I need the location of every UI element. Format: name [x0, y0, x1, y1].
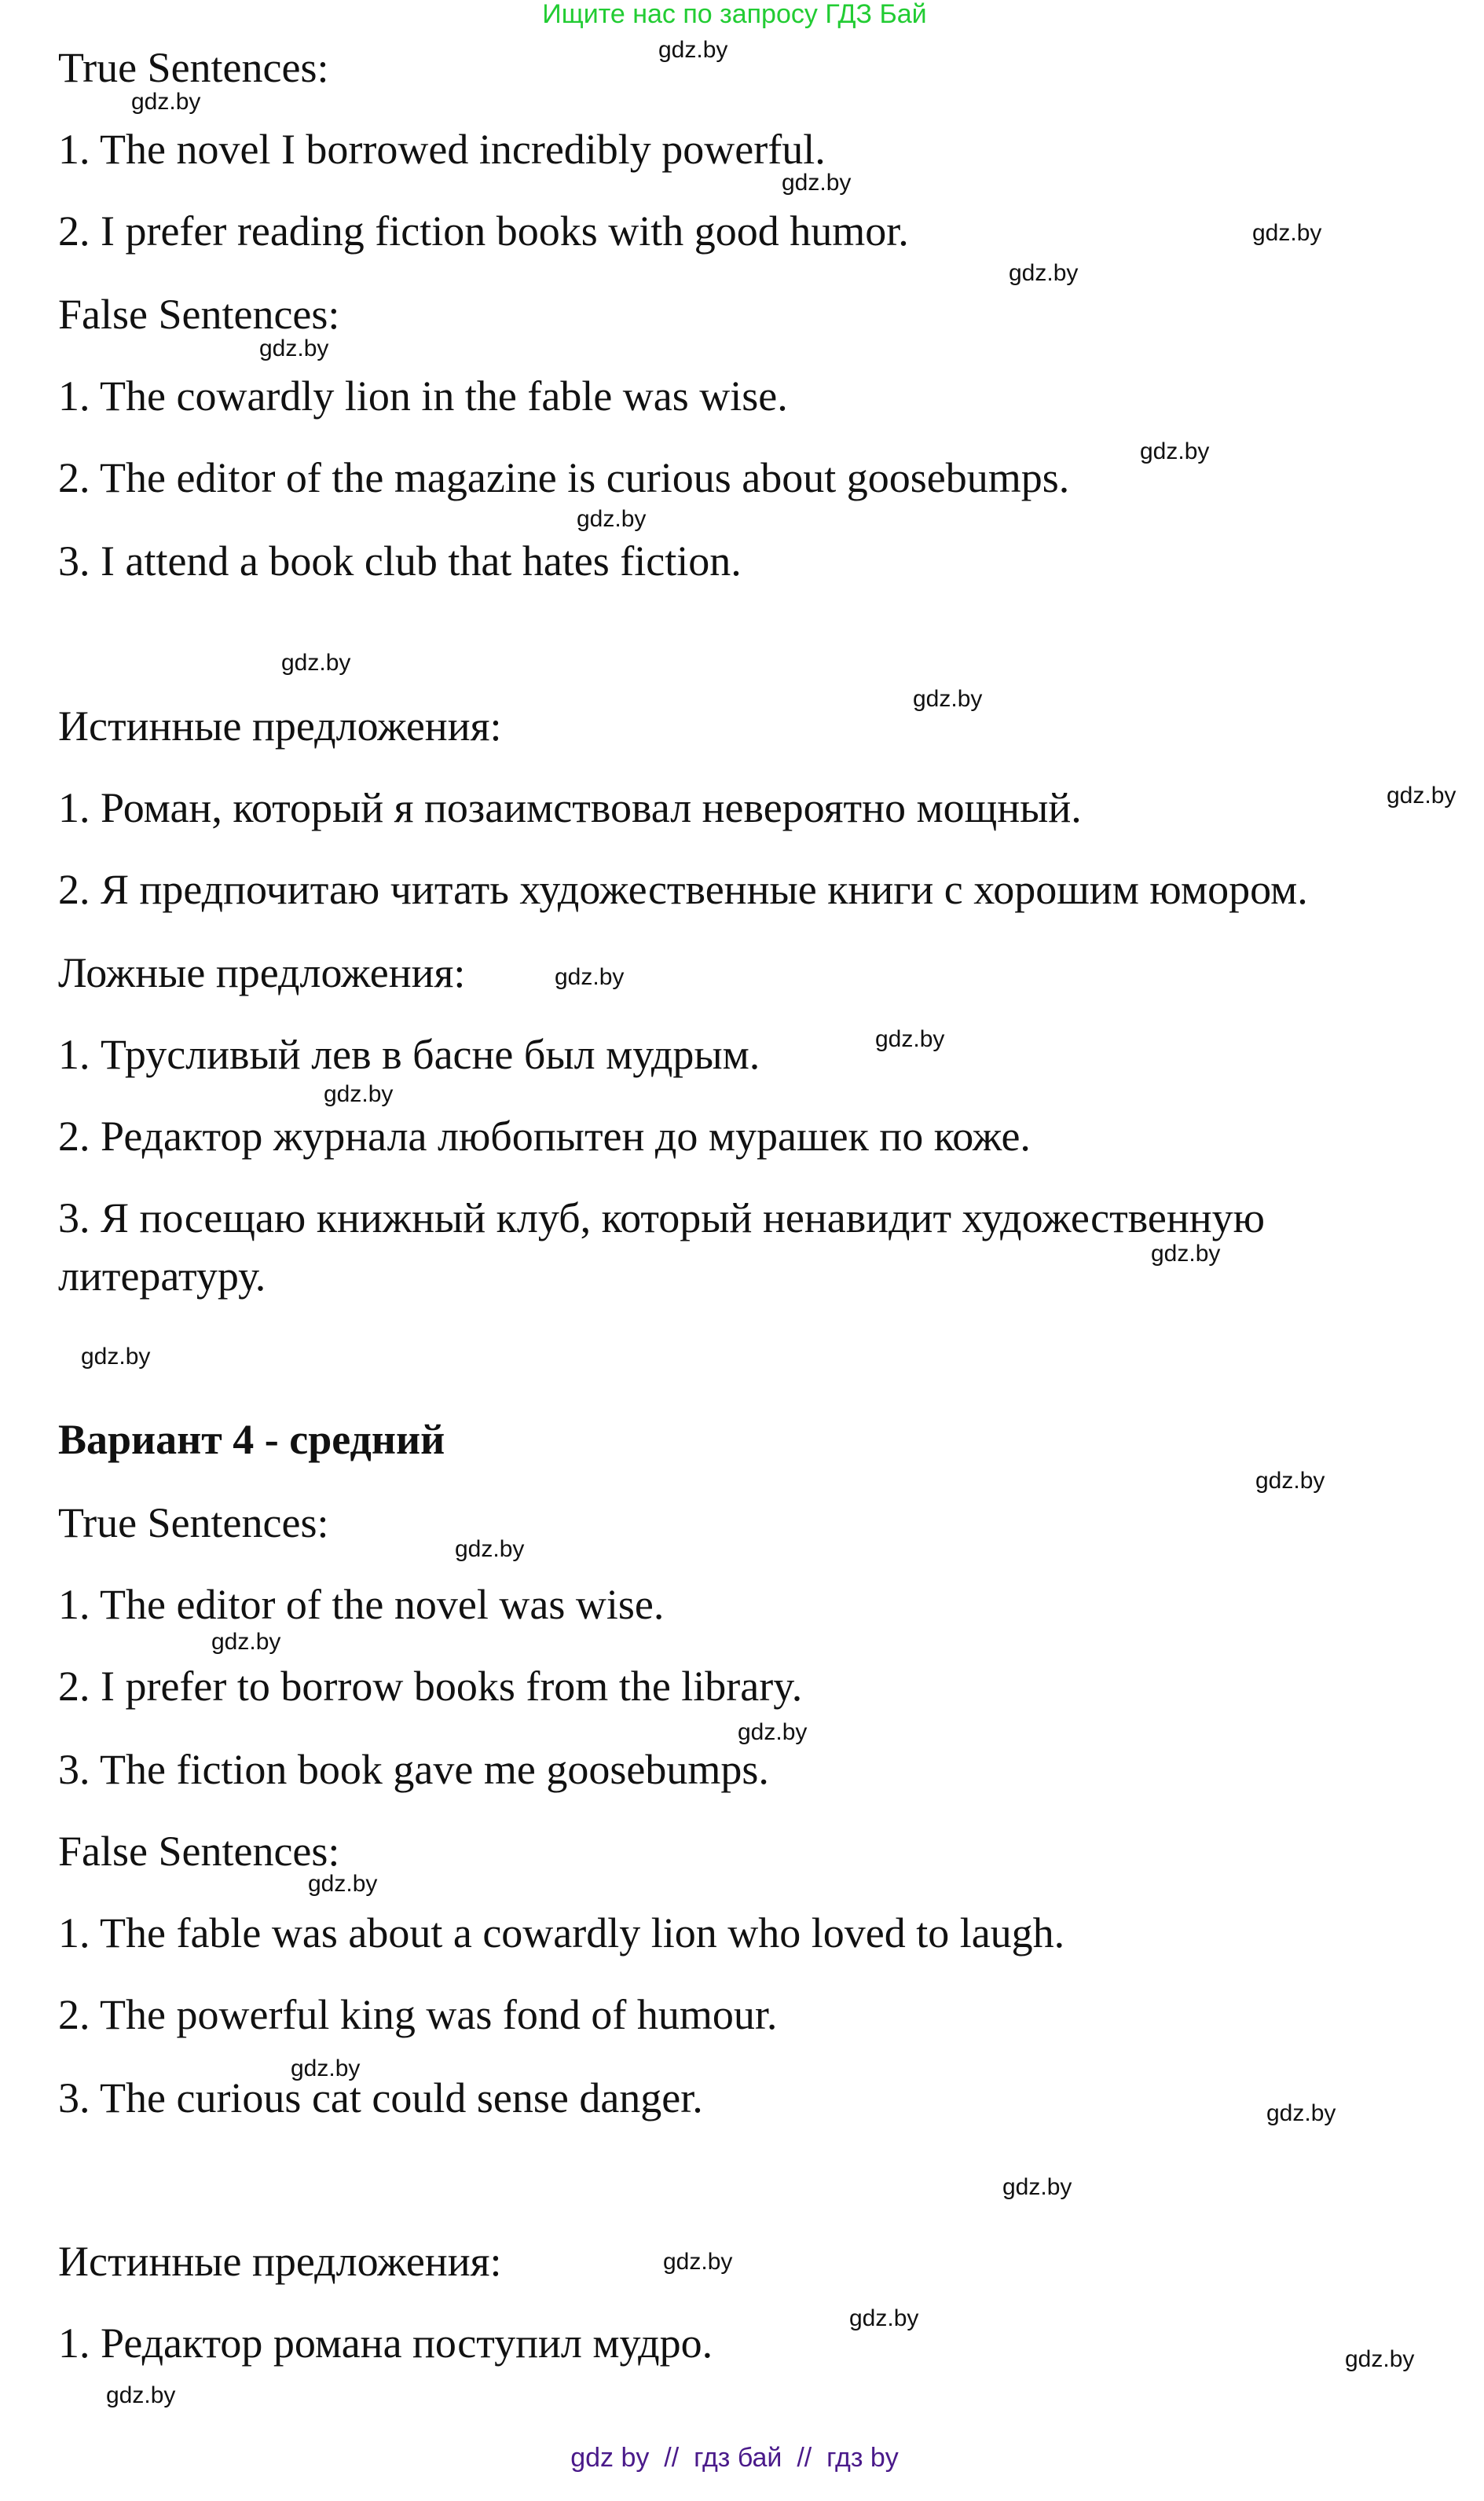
heading-true-sentences-ru: Истинные предложения:	[58, 702, 502, 750]
sentence: 3. Я посещаю книжный клуб, который ненавидит художественную	[58, 1194, 1265, 1241]
heading-true-sentences: True Sentences:	[58, 44, 329, 91]
sentence: 2. I prefer to borrow books from the library.	[58, 1663, 803, 1710]
sentence: 3. The curious cat could sense danger.	[58, 2074, 703, 2121]
variant-heading: Вариант 4 - средний	[58, 1416, 445, 1463]
watermark: gdz.by	[281, 650, 351, 676]
heading-false-sentences: False Sentences:	[58, 291, 340, 338]
watermark: gdz.by	[211, 1629, 281, 1655]
sentence: 2. The editor of the magazine is curious about goosebumps.	[58, 454, 1070, 501]
watermark: gdz.by	[875, 1026, 945, 1052]
heading-true-sentences: True Sentences:	[58, 1499, 329, 1546]
watermark: gdz.by	[1009, 260, 1079, 286]
heading-true-sentences-ru: Истинные предложения:	[58, 2238, 502, 2285]
sentence: 2. Редактор журнала любопытен до мурашек по коже.	[58, 1113, 1031, 1160]
watermark: gdz.by	[1266, 2100, 1336, 2126]
watermark: gdz.by	[81, 1344, 151, 1370]
sentence: 2. I prefer reading fiction books with good humor.	[58, 207, 909, 255]
sentence: 1. The cowardly lion in the fable was wise.	[58, 372, 788, 420]
sentence: 1. The editor of the novel was wise.	[58, 1581, 665, 1628]
watermark: gdz.by	[455, 1536, 525, 1562]
sentence: 3. I attend a book club that hates fiction.	[58, 537, 742, 585]
watermark: gdz.by	[291, 2055, 361, 2081]
watermark: gdz.by	[106, 2382, 176, 2408]
site-banner[interactable]: Ищите нас по запросу ГДЗ Бай	[542, 0, 927, 29]
watermark: gdz.by	[308, 1871, 378, 1897]
watermark: gdz.by	[577, 506, 647, 532]
watermark: gdz.by	[259, 336, 329, 361]
sentence: 2. The powerful king was fond of humour.	[58, 1991, 778, 2038]
watermark: gdz.by	[1002, 2174, 1072, 2200]
sentence: 1. Редактор романа поступил мудро.	[58, 2319, 713, 2367]
sentence-continuation: литературу.	[58, 1252, 266, 1300]
heading-false-sentences-ru: Ложные предложения:	[58, 949, 466, 996]
site-footer[interactable]: gdz by // гдз бай // гдз by	[570, 2443, 899, 2473]
watermark: gdz.by	[1140, 438, 1210, 464]
watermark: gdz.by	[849, 2305, 919, 2331]
watermark: gdz.by	[1252, 220, 1322, 246]
watermark: gdz.by	[1255, 1468, 1325, 1494]
watermark: gdz.by	[658, 37, 728, 63]
watermark: gdz.by	[782, 170, 852, 196]
sentence: 1. The novel I borrowed incredibly powerful.	[58, 126, 826, 173]
sentence: 3. The fiction book gave me goosebumps.	[58, 1746, 769, 1793]
watermark: gdz.by	[324, 1081, 394, 1107]
sentence: 1. Трусливый лев в басне был мудрым.	[58, 1031, 760, 1078]
watermark: gdz.by	[738, 1719, 808, 1745]
watermark: gdz.by	[913, 686, 983, 712]
heading-false-sentences: False Sentences:	[58, 1828, 340, 1875]
watermark: gdz.by	[1387, 783, 1457, 809]
watermark: gdz.by	[131, 89, 201, 115]
watermark: gdz.by	[1151, 1241, 1221, 1267]
sentence: 1. The fable was about a cowardly lion who loved to laugh.	[58, 1909, 1065, 1956]
watermark: gdz.by	[1345, 2346, 1415, 2372]
sentence: 1. Роман, который я позаимствовал невероятно мощный.	[58, 784, 1082, 831]
watermark: gdz.by	[555, 964, 625, 990]
sentence: 2. Я предпочитаю читать художественные книги с хорошим юмором.	[58, 866, 1308, 913]
watermark: gdz.by	[663, 2249, 733, 2275]
